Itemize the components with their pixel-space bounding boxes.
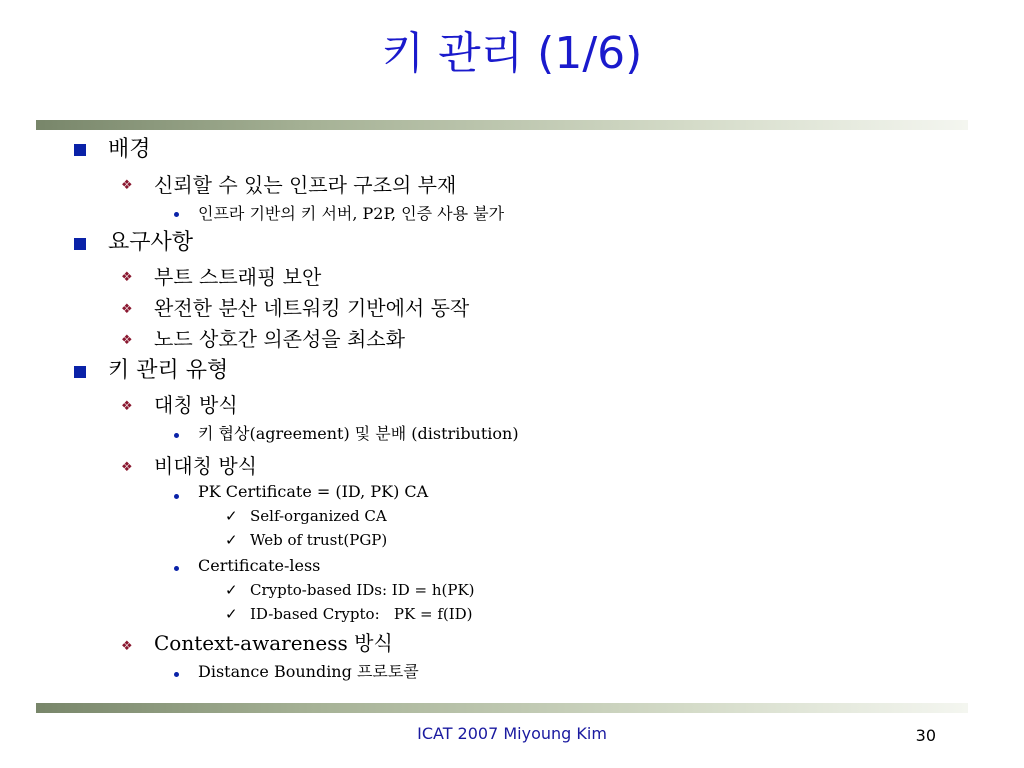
bullet-text: 요구사항 — [108, 230, 194, 255]
page-number: 30 — [915, 726, 936, 745]
bullet-text: Certificate-less — [198, 556, 321, 575]
slide-title: 키 관리 (1/6) — [381, 28, 643, 79]
checkmark-icon: ✓ — [225, 581, 238, 599]
checkmark-icon: ✓ — [225, 605, 238, 623]
four-diamond-bullet-icon: ❖ — [121, 639, 133, 654]
four-diamond-bullet-icon: ❖ — [121, 302, 133, 317]
dot-bullet-icon — [174, 672, 179, 677]
footer-text: ICAT 2007 Miyoung Kim — [417, 724, 607, 743]
dot-bullet-icon — [174, 212, 179, 217]
four-diamond-bullet-icon: ❖ — [121, 460, 133, 475]
bullet-text: 인프라 기반의 키 서버, P2P, 인증 사용 불가 — [198, 204, 505, 223]
bullet-text: Self-organized CA — [250, 507, 387, 525]
footer-divider — [36, 703, 968, 713]
dot-bullet-icon — [174, 494, 179, 499]
square-bullet-icon — [74, 144, 86, 156]
four-diamond-bullet-icon: ❖ — [121, 333, 133, 348]
square-bullet-icon — [74, 238, 86, 250]
bullet-text: PK Certificate = (ID, PK) CA — [198, 482, 429, 501]
four-diamond-bullet-icon: ❖ — [121, 270, 133, 285]
four-diamond-bullet-icon: ❖ — [121, 399, 133, 414]
bullet-text: 비대칭 방식 — [154, 454, 257, 478]
bullet-text: Web of trust(PGP) — [250, 531, 388, 549]
bullet-text: 배경 — [108, 137, 151, 162]
checkmark-icon: ✓ — [225, 531, 238, 549]
dot-bullet-icon — [174, 433, 179, 438]
checkmark-icon: ✓ — [225, 507, 238, 525]
bullet-text: Context-awareness 방식 — [154, 631, 393, 655]
bullet-text: Crypto-based IDs: ID = h(PK) — [250, 581, 475, 599]
bullet-text: ID-based Crypto: PK = f(ID) — [250, 605, 473, 623]
dot-bullet-icon — [174, 566, 179, 571]
bullet-text: 대칭 방식 — [154, 393, 238, 417]
four-diamond-bullet-icon: ❖ — [121, 178, 133, 193]
bullet-text: 키 협상(agreement) 및 분배 (distribution) — [198, 424, 519, 443]
bullet-text: Distance Bounding 프로토콜 — [198, 662, 419, 681]
bullet-text: 키 관리 유형 — [108, 358, 229, 383]
bullet-text: 노드 상호간 의존성을 최소화 — [154, 327, 405, 351]
bullet-text: 신뢰할 수 있는 인프라 구조의 부재 — [154, 173, 457, 197]
bullet-text: 완전한 분산 네트워킹 기반에서 동작 — [154, 296, 470, 320]
square-bullet-icon — [74, 366, 86, 378]
bullet-text: 부트 스트래핑 보안 — [154, 265, 322, 289]
